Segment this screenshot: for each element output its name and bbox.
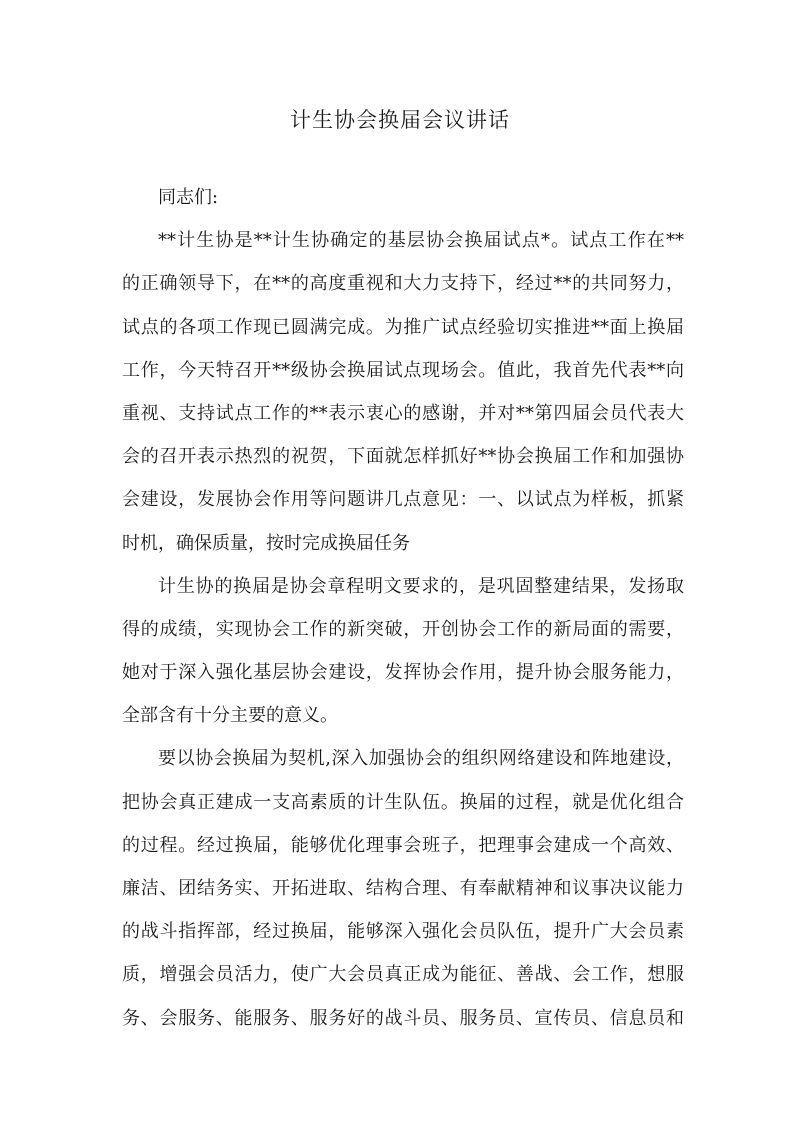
text-line: 得的成绩，实现协会工作的新突破，开创协会工作的新局面的需要， (122, 618, 684, 640)
text-line: 时机，确保质量，按时完成换届任务 (122, 532, 410, 554)
text-line: 务、会服务、能服务、服务好的战斗员、服务员、宣传员、信息员和 (122, 1007, 684, 1029)
text-line: 廉洁、团结务实、开拓进取、结构合理、有奉献精神和议事决议能力 (122, 878, 684, 899)
text-line: 计生协的换届是协会章程明文要求的，是巩固整建结果，发扬取 (158, 575, 684, 597)
text-line: 质，增强会员活力，使广大会员真正成为能征、善战、会工作，想服 (122, 964, 684, 986)
text-line: 她对于深入强化基层协会建设，发挥协会作用，提升协会服务能力， (122, 662, 684, 684)
text-line: 同志们: (158, 187, 219, 208)
text-line: **计生协是**计生协确定的基层协会换届试点*。试点工作在** (158, 230, 684, 252)
text-line: 要以协会换届为契机,深入加强协会的组织网络建设和阵地建设， (158, 748, 684, 770)
document-title: 计生协会换届会议讲话 (290, 108, 510, 132)
text-line: 工作，今天特召开**级协会换届试点现场会。值此，我首先代表**向 (122, 359, 684, 381)
text-line: 重视、支持试点工作的**表示衷心的感谢，并对**第四届会员代表大 (122, 402, 684, 424)
text-line: 的战斗指挥部，经过换届，能够深入强化会员队伍，提升广大会员素 (122, 921, 684, 943)
text-line: 全部含有十分主要的意义。 (122, 705, 338, 727)
text-line: 的过程。经过换届，能够优化理事会班子，把理事会建成一个高效、 (122, 834, 684, 856)
text-line: 会的召开表示热烈的祝贺，下面就怎样抓好**协会换届工作和加强协 (122, 446, 684, 468)
document-body (122, 183, 684, 1047)
text-line: 试点的各项工作现已圆满完成。为推广试点经验切实推进**面上换届 (122, 316, 684, 338)
text-line: 会建设，发展协会作用等问题讲几点意见：一、以试点为样板，抓紧 (122, 489, 684, 511)
text-line: 的正确领导下，在**的高度重视和大力支持下，经过**的共同努力， (122, 273, 684, 295)
text-line: 把协会真正建成一支高素质的计生队伍。换届的过程，就是优化组合 (122, 791, 684, 813)
